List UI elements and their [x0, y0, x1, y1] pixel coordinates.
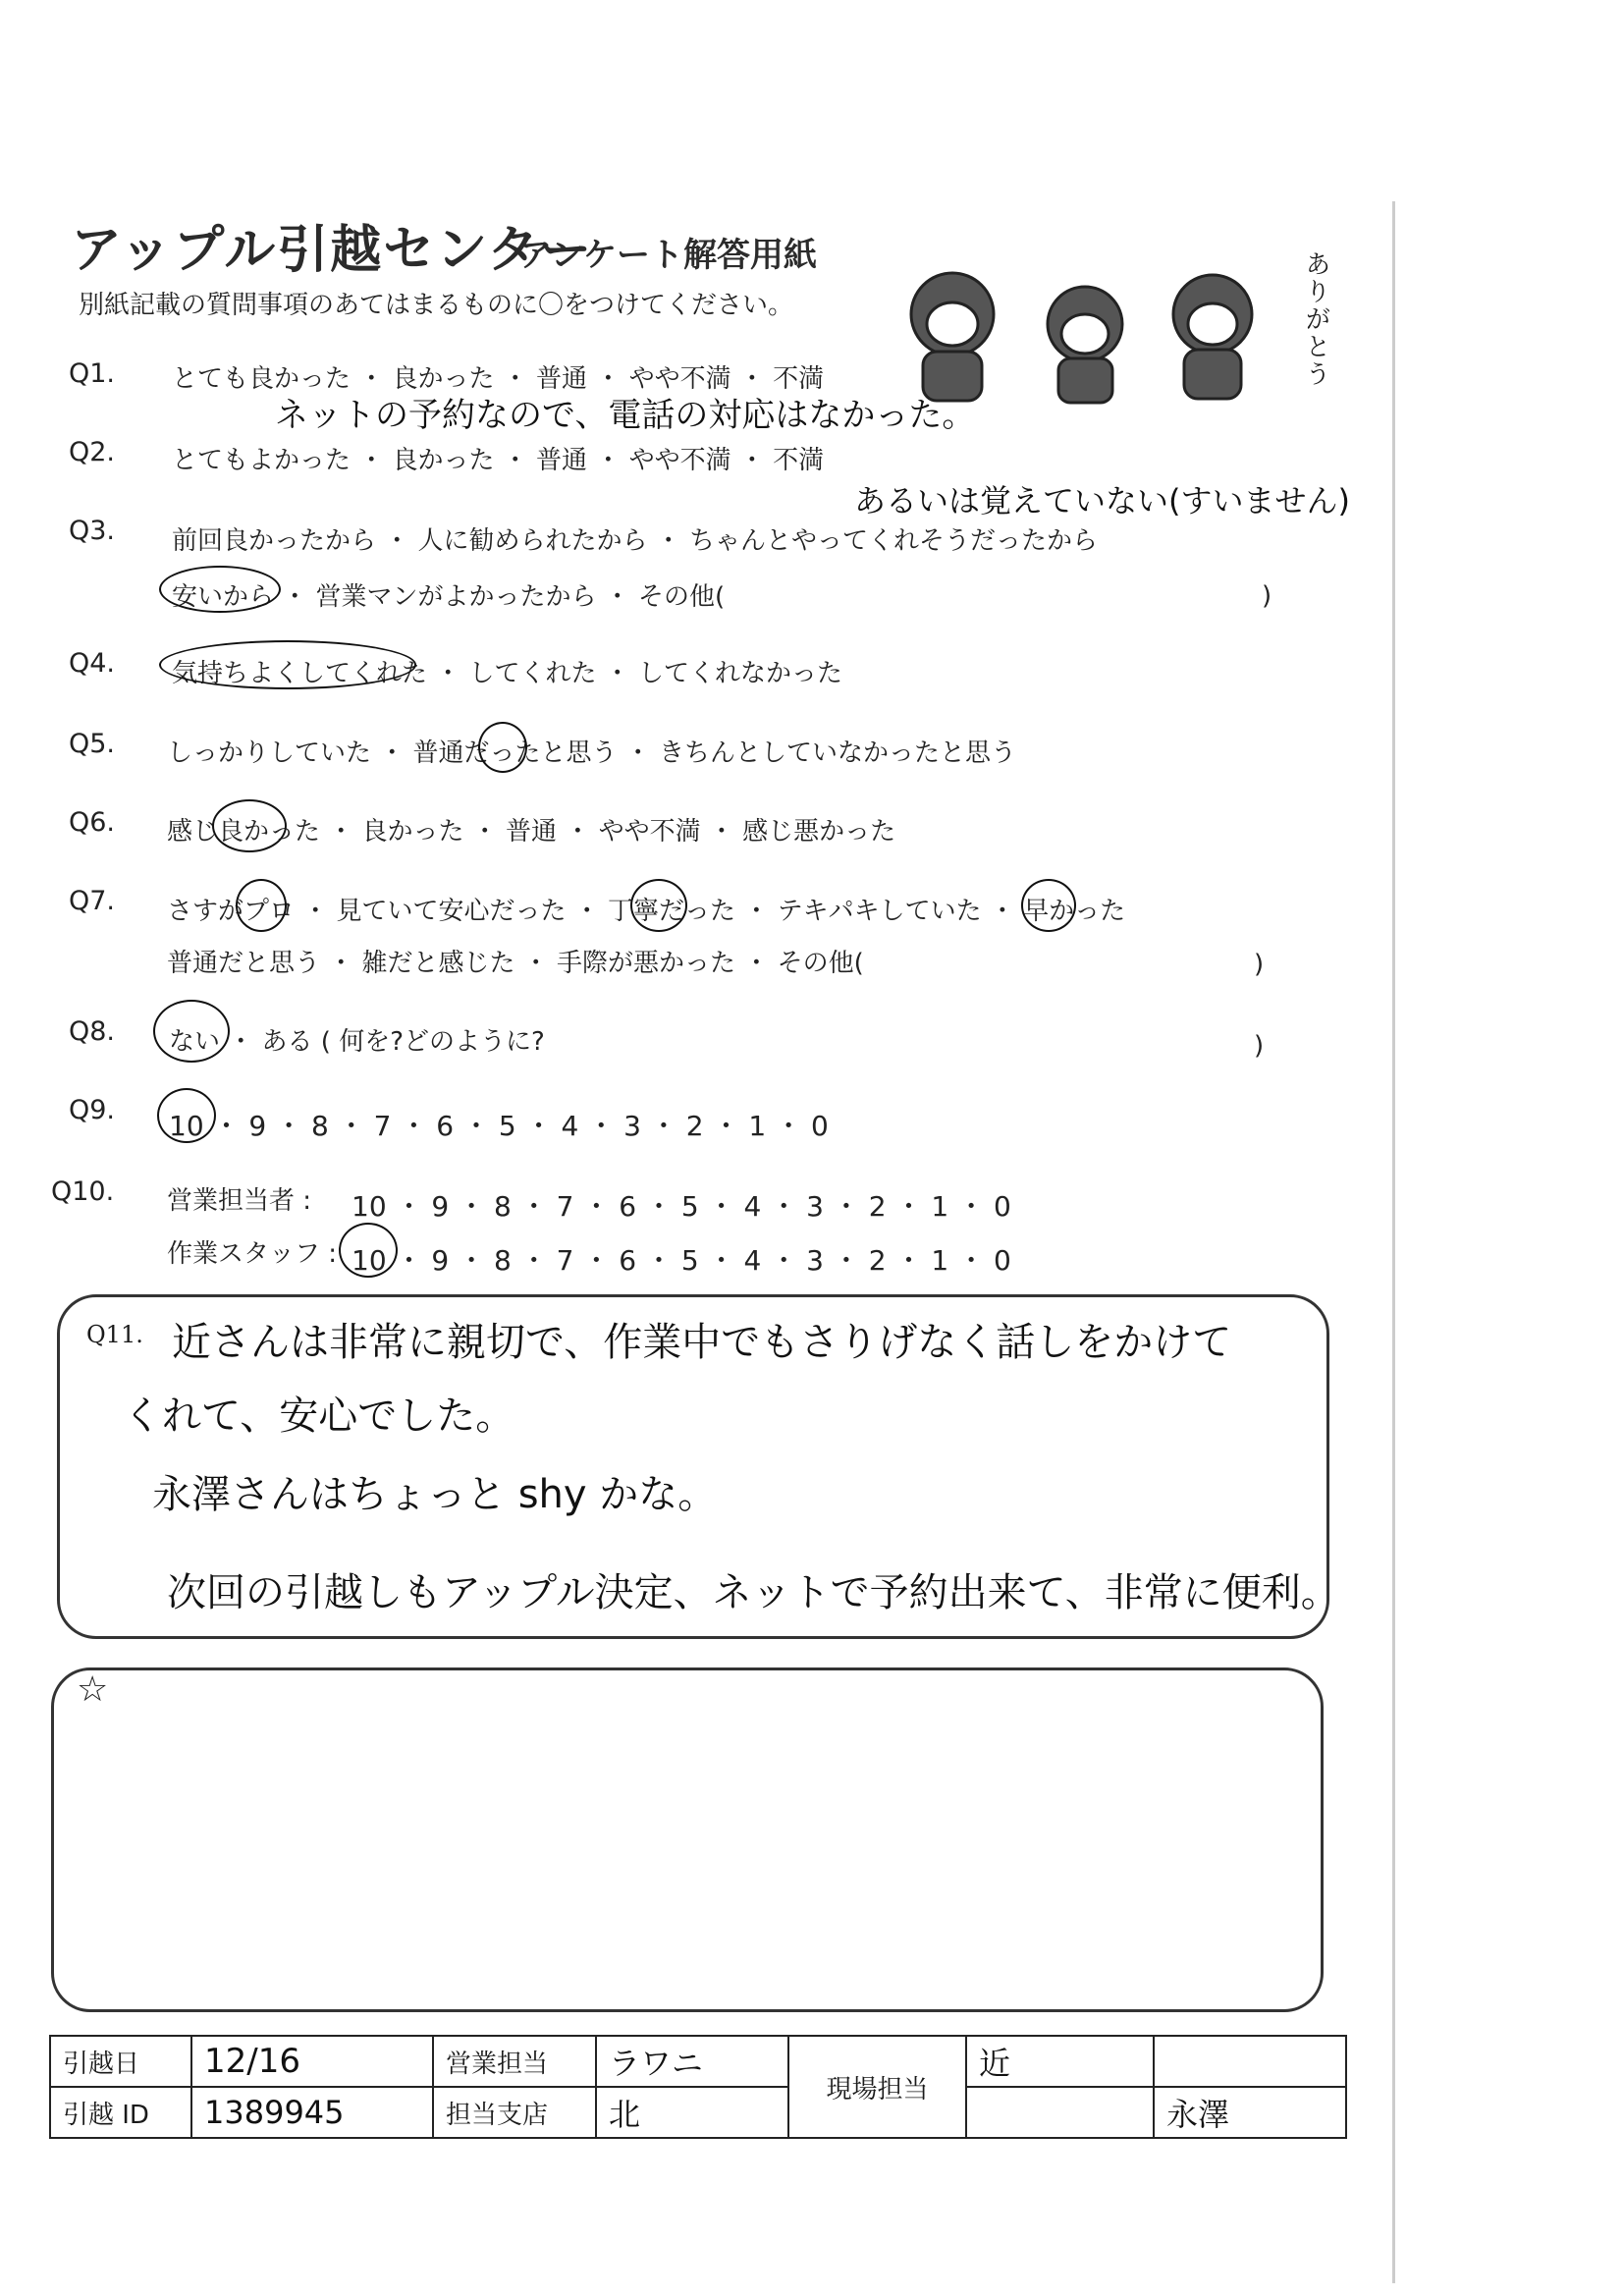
company-title: アップル引越センター	[71, 221, 594, 280]
move-id-value: 1389945	[191, 2087, 433, 2138]
form-subtitle: アンケート解答用紙	[518, 236, 817, 275]
q7-label: Q7.	[69, 886, 116, 916]
site-staff-empty-1	[1154, 2036, 1346, 2087]
q1-options: とても良かった ・ 良かった ・ 普通 ・ やや不満 ・ 不満	[172, 364, 825, 394]
q7-options-line1: さすがプロ ・ 見ていて安心だった ・ 丁寧だった ・ テキパキしていた ・ 早かった	[167, 897, 1126, 926]
q4-answer-circle	[159, 640, 416, 689]
branch-value: 北	[596, 2087, 788, 2138]
q3-options-line1: 前回良かったから ・ 人に勧められたから ・ ちゃんとやってくれそうだったから	[172, 526, 1099, 556]
q3-options-line2: 安いから ・ 営業マンがよかったから ・ その他(	[172, 582, 726, 612]
q11-handwritten-line1: 近さんは非常に親切で、作業中でもさりげなく話しをかけて	[172, 1320, 1232, 1365]
q8-answer-circle	[153, 1000, 230, 1063]
q1-handwritten-note: ネットの予約なので、電話の対応はなかった。	[275, 396, 976, 435]
q4-label: Q4.	[69, 648, 116, 679]
q6-answer-circle	[212, 799, 287, 852]
q5-answer-circle	[478, 722, 527, 773]
q3-answer-circle	[159, 566, 281, 613]
q10-staff-label: 作業スタッフ :	[167, 1239, 338, 1269]
move-id-label: 引越 ID	[50, 2087, 191, 2138]
site-staff-label: 現場担当	[788, 2036, 966, 2138]
page-edge-line	[1392, 201, 1395, 2283]
q1-label: Q1.	[69, 358, 116, 389]
q10-sales-label: 営業担当者 :	[167, 1186, 312, 1216]
q5-label: Q5.	[69, 729, 116, 759]
move-info-table	[49, 2035, 1347, 2139]
q7-answer-circle-1	[236, 879, 287, 932]
branch-label: 担当支店	[433, 2087, 596, 2138]
mascot-thanks-text: ありがとう	[1301, 250, 1330, 388]
sales-rep-value: ラワニ	[596, 2036, 788, 2087]
q11-handwritten-line4: 次回の引越しもアップル決定、ネットで予約出来て、非常に便利。	[167, 1570, 1340, 1615]
q9-label: Q9.	[69, 1095, 116, 1125]
site-staff-empty-2	[966, 2087, 1154, 2138]
q7-close-paren: )	[1254, 950, 1265, 979]
sales-rep-label: 営業担当	[433, 2036, 596, 2087]
q8-close-paren: )	[1254, 1031, 1265, 1061]
q7-answer-circle-3	[1021, 879, 1076, 932]
move-date-value: 12/16	[191, 2036, 433, 2087]
move-date-label: 引越日	[50, 2036, 191, 2087]
q2-label: Q2.	[69, 437, 116, 467]
q6-label: Q6.	[69, 807, 116, 838]
q2-handwritten-note: あるいは覚えていない(すいません)	[854, 482, 1350, 519]
star-marker: ☆	[77, 1669, 109, 1710]
q10-label: Q10.	[51, 1176, 115, 1207]
q4-options: 気持ちよくしてくれた ・ してくれた ・ してくれなかった	[172, 659, 843, 688]
q3-close-paren: )	[1262, 581, 1272, 611]
site-staff-value-1: 近	[966, 2036, 1154, 2087]
q8-options: ない ・ ある ( 何を?どのように?	[169, 1027, 545, 1057]
instruction-text: 別紙記載の質問事項のあてはまるものに〇をつけてください。	[79, 291, 794, 320]
q10-answer-circle	[339, 1223, 398, 1278]
q6-options: 感じ良かった ・ 良かった ・ 普通 ・ やや不満 ・ 感じ悪かった	[167, 817, 896, 847]
q2-options: とてもよかった ・ 良かった ・ 普通 ・ やや不満 ・ 不満	[172, 446, 825, 475]
q9-answer-circle	[157, 1088, 216, 1143]
q7-answer-circle-2	[630, 879, 687, 932]
q5-options: しっかりしていた ・ 普通だったと思う ・ きちんとしていなかったと思う	[167, 738, 1017, 768]
q3-label: Q3.	[69, 516, 116, 546]
q7-options-line2: 普通だと思う ・ 雑だと感じた ・ 手際が悪かった ・ その他(	[167, 949, 864, 978]
q9-scale: 10 ・ 9 ・ 8 ・ 7 ・ 6 ・ 5 ・ 4 ・ 3 ・ 2 ・ 1 ・ 0	[169, 1110, 829, 1142]
q11-handwritten-line2: くれて、安心でした。	[123, 1394, 515, 1439]
star-free-box	[51, 1667, 1324, 2012]
q11-label: Q11.	[86, 1321, 143, 1348]
q10-sales-scale: 10 ・ 9 ・ 8 ・ 7 ・ 6 ・ 5 ・ 4 ・ 3 ・ 2 ・ 1 ・ 0	[352, 1190, 1011, 1223]
q10-staff-scale: 10 ・ 9 ・ 8 ・ 7 ・ 6 ・ 5 ・ 4 ・ 3 ・ 2 ・ 1 ・ 0	[352, 1244, 1011, 1277]
site-staff-value-2: 永澤	[1154, 2087, 1346, 2138]
q11-handwritten-line3: 永澤さんはちょっと shy かな。	[152, 1472, 718, 1517]
q8-label: Q8.	[69, 1016, 116, 1047]
